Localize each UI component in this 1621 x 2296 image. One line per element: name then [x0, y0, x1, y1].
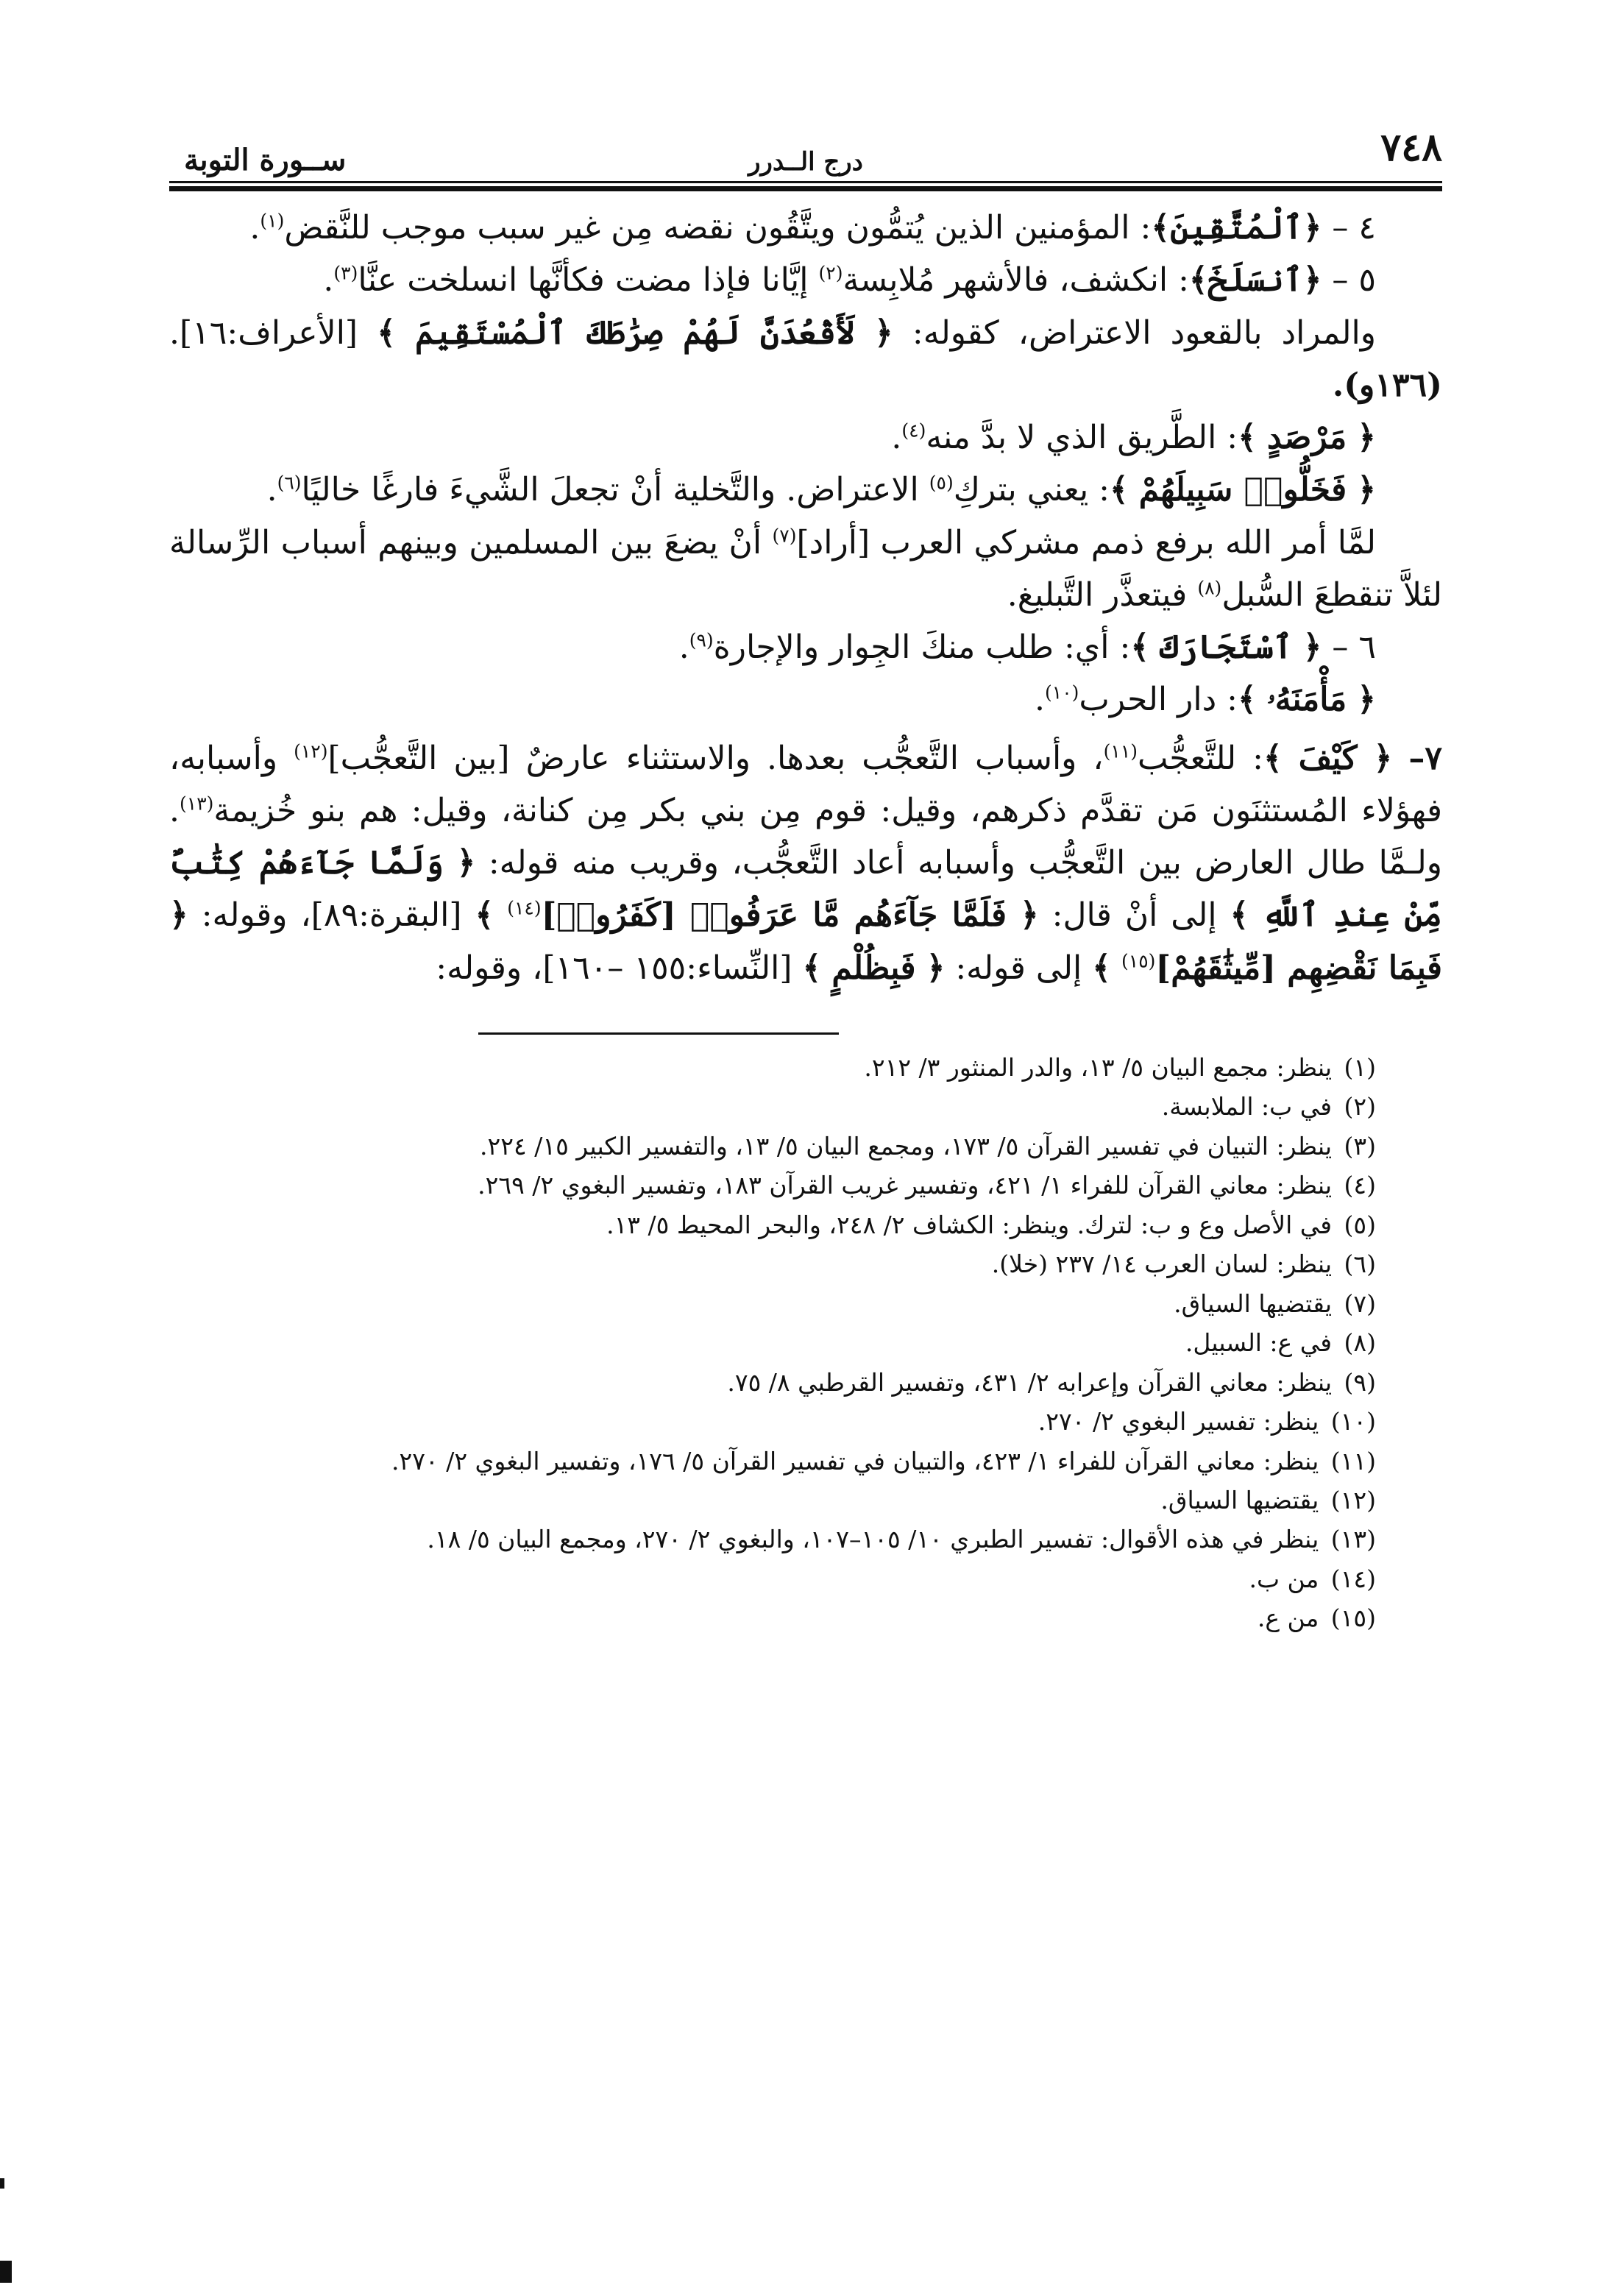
footnote: (١) ينظر: مجمع البيان ٥/ ١٣، والدر المنثور ٣/ ٢١٢.: [864, 1052, 1376, 1082]
footnote: (١٥) من ع.: [1257, 1604, 1376, 1633]
footnote: (١٣) ينظر في هذه الأقوال: تفسير الطبري ١٠/ ١٠٥–١٠٧، والبغوي ٢/ ٢٧٠، ومجمع البيان ٥/ ١٨.: [427, 1525, 1376, 1554]
quran-verse: لَأَقْعُدَنَّ لَهُمْ صِرَٰطَكَ ٱلْمُسْتَقِيمَ: [415, 313, 855, 352]
header-rule-thick: [169, 186, 1442, 191]
footnote-ref[interactable]: (١٠): [1045, 681, 1079, 704]
quran-verse: وَلَمَّا جَآءَهُمْ كِتَٰبٌ مِّنْ عِندِ ٱللَّهِ: [169, 844, 1442, 935]
running-header: [169, 125, 1442, 181]
footnote-ref[interactable]: (٢): [818, 262, 843, 284]
header-rule: [169, 181, 1442, 183]
main-text: [169, 202, 1442, 994]
quran-verse: فَبِمَا نَقْضِهِم [مِّيثَٰقَهُمْ]: [1155, 949, 1442, 987]
scan-speck: [0, 2178, 4, 2189]
footnote-ref[interactable]: (١٤): [507, 897, 542, 919]
entry-insalakh: ٥ – ﴿ٱنسَلَخَ﴾: انكشف، فالأشهر مُلابِسة$^{(٢)}$ إيَّانا فإذا مضت فكأنَّها انسلخت عنَّا$^{(٣)}$.: [323, 261, 1376, 300]
book-page: [169, 125, 1442, 1638]
quran-word: مَأْمَنَهُۥ: [1266, 681, 1347, 719]
footnote-separator: [478, 1032, 839, 1035]
footnote: (٩) ينظر: معاني القرآن وإعرابه ٢/ ٤٣١، وتفسير القرطبي ٨/ ٧٥.: [727, 1367, 1376, 1397]
footnote: (٤) ينظر: معاني القرآن للفراء ١/ ٤٢١، وتفسير غريب القرآن ١٨٣، وتفسير البغوي ٢/ ٢٦٩.: [478, 1171, 1376, 1200]
footnote: (٣) ينظر: التبيان في تفسير القرآن ٥/ ١٧٣، ومجمع البيان ٥/ ١٣، والتفسير الكبير ١٥/ ٢٢٤.: [480, 1131, 1376, 1161]
footnote-ref[interactable]: (٤): [901, 419, 926, 442]
footnote-ref[interactable]: (١٣): [180, 793, 214, 815]
entry-mamanah: ﴿ مَأْمَنَهُۥ ﴾: دار الحرب$^{(١٠)}$.: [1035, 681, 1376, 719]
quran-word: ٱنسَلَخَ: [1207, 261, 1303, 300]
entry-istajarak: ٦ – ﴿ ٱسْتَجَارَكَ ﴾: أي: طلب منكَ الجِوار والإجارة$^{(٩)}$.: [678, 628, 1376, 667]
footnote-ref[interactable]: (٣): [333, 262, 358, 284]
footnote-ref[interactable]: (٧): [772, 524, 797, 546]
footnote: (٨) في ع: السبيل.: [1185, 1328, 1376, 1358]
entry-khallu: ﴿ فَخَلُّوا۟ سَبِيلَهُمْ ﴾: يعني بتركِ$^{(٥)}$ الاعتراض. والتَّخلية أنْ تجعلَ الشَّيءَ فارغًا خاليًا$^{(٦)}$.: [266, 471, 1376, 509]
footnote: (٧) يقتضيها السياق.: [1174, 1289, 1376, 1318]
footnote-ref[interactable]: (١٢): [294, 740, 328, 762]
footnote-ref[interactable]: (١٥): [1121, 950, 1156, 972]
quran-word: فَخَلُّوا۟ سَبِيلَهُمْ: [1138, 471, 1347, 509]
quran-word: مَرْصَدٍ: [1266, 419, 1347, 457]
footnote: (٥) في الأصل وع و ب: لترك. وينظر: الكشاف ٢/ ٢٤٨، والبحر المحيط ٥/ ١٣.: [606, 1210, 1376, 1239]
footnote-ref[interactable]: (٨): [1197, 577, 1222, 599]
footnote: (٦) ينظر: لسان العرب ١٤/ ٢٣٧ (خلا).: [991, 1250, 1376, 1279]
entry-muttaqin: ٤ – ﴿ٱلْمُتَّقِينَ﴾: المؤمنين الذين يُتمُّون ويتَّقُون نقضه مِن غير سبب موجب للنَّقض$^{(١)}$.: [249, 209, 1376, 247]
footnote: (١٢) يقتضيها السياق.: [1160, 1485, 1376, 1514]
paragraph-risala: لمَّا أمر الله برفع ذمم مشركي العرب [أراد]$^{(٧)}$ أنْ يضعَ بين المسلمين وبينهم أسباب الرِّسالة لئلاَّ تنقطعَ السُّبل$^{(٨)}$ فيتعذَّر التَّبليغ.: [169, 523, 1442, 614]
footnote: (٢) في ب: الملابسة.: [1161, 1092, 1376, 1122]
scan-speck: [0, 2261, 12, 2283]
entry-marsad: ﴿ مَرْصَدٍ ﴾: الطَّريق الذي لا بدَّ منه$^{(٤)}$.: [891, 419, 1376, 457]
paragraph-qu-ud: والمراد بالقعود الاعتراض، كقوله: ﴿ لَأَقْعُدَنَّ لَهُمْ صِرَٰطَكَ ٱلْمُسْتَقِيمَ ﴾ [الأعراف:١٦]. (١٣٦و).: [169, 313, 1442, 404]
entry-kayfa: ٧– ﴿ كَيْفَ ﴾: للتَّعجُّب$^{(١١)}$، وأسباب التَّعجُّب بعدها. والاستثناء عارضٌ [بين التَّعجُّب]$^{(١٢)}$ وأسبابه، فهؤلاء المُستثنَون مَن تقدَّم ذكرهم، وقيل: قوم مِن بني بكر مِن كنانة، وقيل: هم بنو خُزيمة$^{(١٣)}$. ولـمَّا طال العارض بين التَّعجُّب وأسبابه أعاد التَّعجُّب، وقريب منه قوله: ﴿ وَلَمَّا جَآءَهُمْ كِتَٰبٌ مِّنْ عِندِ ٱللَّهِ ﴾ إلى أنْ قال: ﴿ فَلَمَّا جَآءَهُم مَّا عَرَفُوا۟ [كَفَرُوا۟]$^{(١٤)}$ ﴾ [البقرة:٨٩]، وقوله: ﴿ فَبِمَا نَقْضِهِم [مِّيثَٰقَهُمْ]$^{(١٥)}$ ﴾ إلى قوله: ﴿ فَبِظُلْمٍ ﴾ [النِّساء:١٥٥ –١٦٠]، وقوله:: [169, 739, 1442, 987]
footnote-ref[interactable]: (٥): [929, 472, 954, 494]
footnote-ref[interactable]: (١): [260, 210, 285, 232]
footnote-ref[interactable]: (١١): [1103, 740, 1138, 762]
footnote-ref[interactable]: (٩): [689, 629, 714, 651]
quran-verse: فَبِظُلْمٍ: [831, 949, 916, 987]
footnote-ref[interactable]: (٦): [277, 472, 302, 494]
folio-marker: (١٣٦و).: [1332, 366, 1442, 404]
quran-verse: فَلَمَّا جَآءَهُم مَّا عَرَفُوا۟ [كَفَرُوا۟]: [541, 896, 1007, 935]
footnote: (١٤) من ب.: [1249, 1564, 1376, 1593]
quran-word: ٱسْتَجَارَكَ: [1160, 628, 1293, 667]
quran-word: ٱلْمُتَّقِينَ: [1170, 209, 1303, 247]
footnote: (١١) ينظر: معاني القرآن للفراء ١/ ٤٢٣، والتبيان في تفسير القرآن ٥/ ١٧٦، وتفسير البغوي ٢/ ٢٧٠.: [391, 1446, 1376, 1475]
quran-word: كَيْفَ: [1298, 739, 1358, 777]
surah-title: ســورة التوبة: [184, 143, 347, 177]
book-title: درج الــدرر: [748, 147, 863, 177]
footnote: (١٠) ينظر: تفسير البغوي ٢/ ٢٧٠.: [1037, 1407, 1376, 1436]
page-number: ٧٤٨: [1380, 125, 1442, 170]
footnotes: [169, 1048, 1442, 1638]
